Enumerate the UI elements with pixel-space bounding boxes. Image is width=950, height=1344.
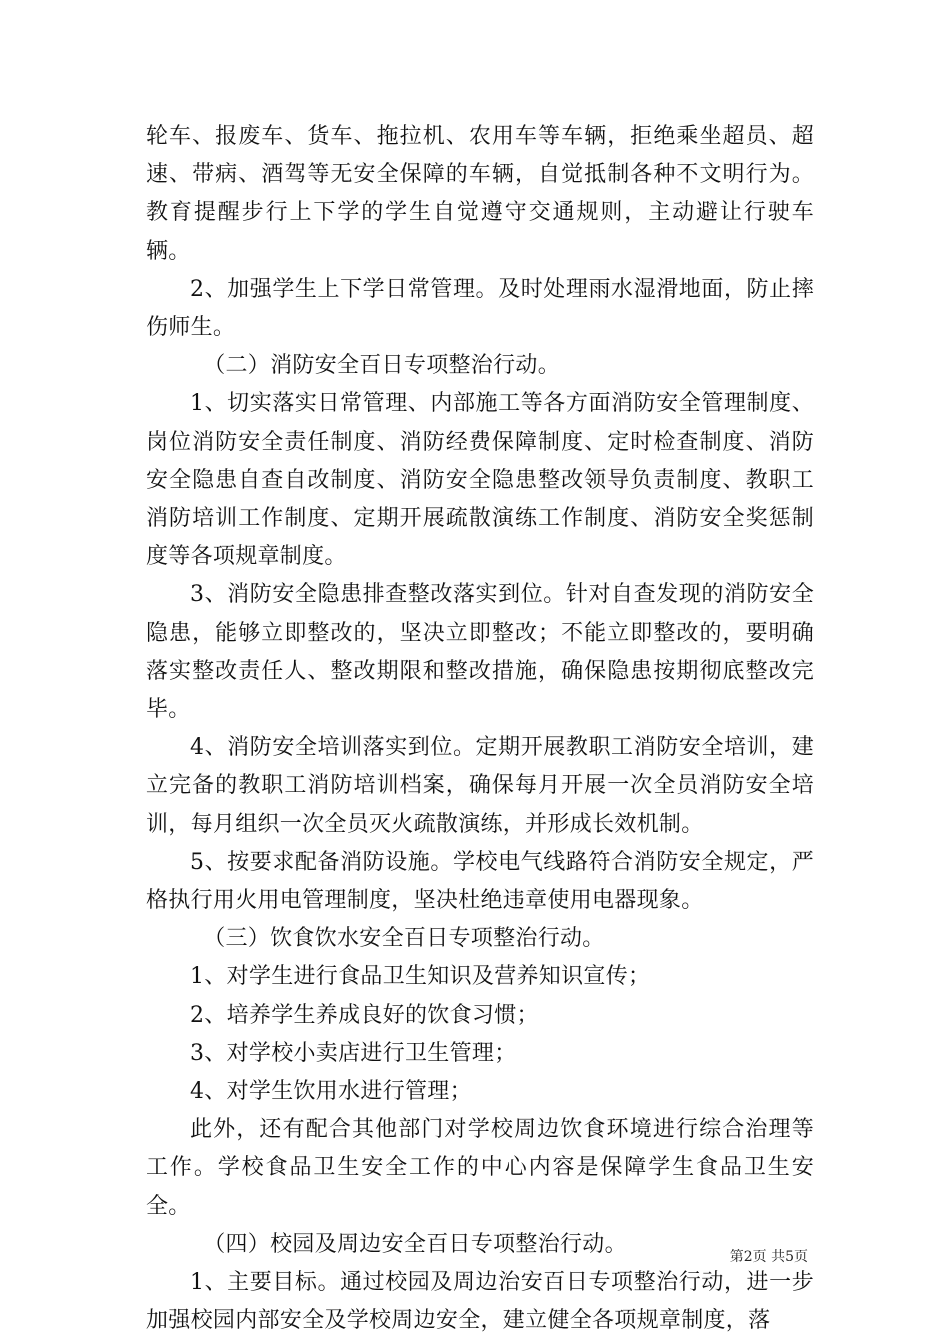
page-number-footer: 第2页 共5页 — [729, 1249, 808, 1265]
paragraph-food-item-2: 2、培养学生养成良好的饮食习惯； — [190, 1002, 539, 1028]
paragraph-food-item-1: 1、对学生进行食品卫生知识及营养知识宣传； — [190, 964, 651, 990]
paragraph-food-summary: 此外，还有配合其他部门对学校周边饮食环境进行综合治理等工作。学校食品卫生安全工作的中心内容是保障学生食品卫生安全。 — [146, 1117, 814, 1219]
paragraph-traffic-continuation: 轮车、报废车、货车、拖拉机、农用车等车辆，拒绝乘坐超员、超速、带病、酒驾等无安全保障的车辆，自觉抵制各种不文明行为。教育提醒步行上下学的学生自觉遵守交通规则，主动避让行驶车辆。 — [146, 124, 814, 264]
paragraph-food-item-4: 4、对学生饮用水进行管理； — [190, 1079, 472, 1105]
section-heading-campus-safety: （四）校园及周边安全百日专项整治行动。 — [203, 1231, 627, 1257]
paragraph-item-2-commute: 2、加强学生上下学日常管理。及时处理雨水湿滑地面，防止摔伤师生。 — [146, 276, 814, 341]
document-body — [146, 118, 814, 1341]
section-heading-fire-safety: （二）消防安全百日专项整治行动。 — [203, 353, 560, 379]
paragraph-fire-item-4: 4、消防安全培训落实到位。定期开展教职工消防安全培训，建立完备的教职工消防培训档案，确保每月开展一次全员消防安全培训，每月组织一次全员灭火疏散演练，并形成长效机制。 — [146, 735, 814, 837]
paragraph-fire-item-3: 3、消防安全隐患排查整改落实到位。针对自查发现的消防安全隐患，能够立即整改的，坚决立即整改；不能立即整改的，要明确落实整改责任人、整改期限和整改措施，确保隐患按期彻底整改完毕。 — [146, 582, 814, 723]
section-heading-food-safety: （三）饮食饮水安全百日专项整治行动。 — [203, 926, 605, 952]
paragraph-campus-item-1: 1、主要目标。通过校园及周边治安百日专项整治行动，进一步加强校园内部安全及学校周边安全，建立健全各项规章制度，落 — [146, 1270, 814, 1334]
paragraph-food-item-3: 3、对学校小卖店进行卫生管理； — [190, 1040, 517, 1066]
paragraph-fire-item-1: 1、切实落实日常管理、内部施工等各方面消防安全管理制度、岗位消防安全责任制度、消防经费保障制度、定时检查制度、消防安全隐患自查自改制度、消防安全隐患整改领导负责制度、教职工消防培训工作制度、定期开展疏散演练工作制度、消防安全奖惩制度等各项规章制度。 — [146, 391, 814, 570]
paragraph-fire-item-5: 5、按要求配备消防设施。学校电气线路符合消防安全规定，严格执行用火用电管理制度，坚决杜绝违章使用电器现象。 — [146, 849, 814, 914]
